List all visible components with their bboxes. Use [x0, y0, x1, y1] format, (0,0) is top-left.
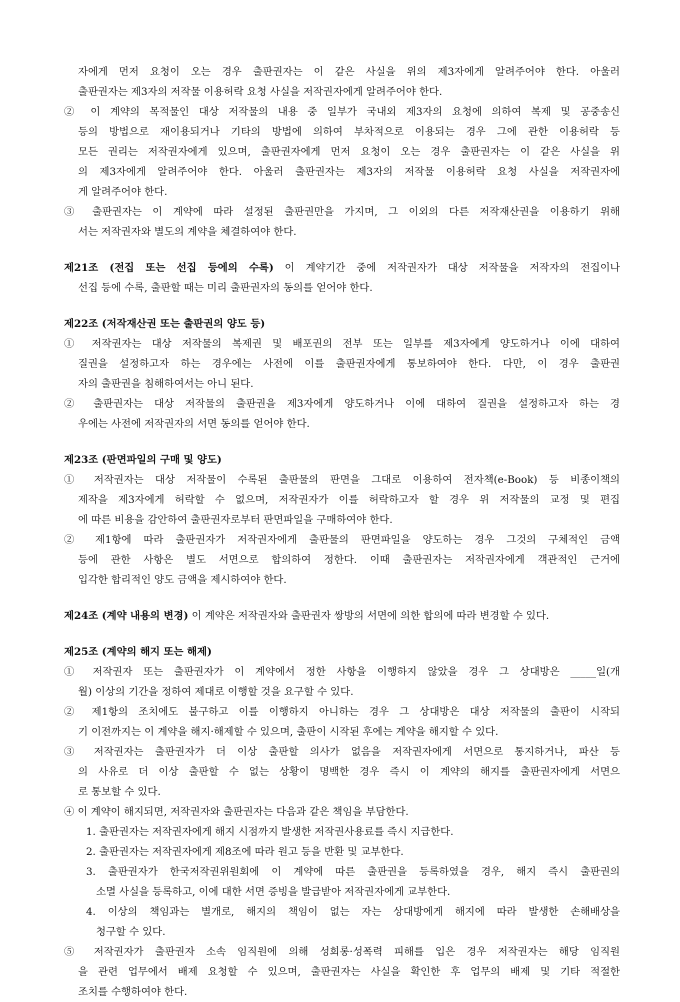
- line-text: 서는 저작권자와 별도의 계약을 체결하여야 한다.: [78, 226, 297, 238]
- line-text: 모든 권리는 저작권자에게 있으며, 출판권자에게 먼저 요청이 오는 경우 출판권자는 이 같은 사실을 위: [78, 146, 620, 158]
- text-line: [64, 334, 620, 354]
- line-text: 3. 출판권자가 한국저작권위원회에 이 계약에 따른 출판권을 등록하였을 경우, 해지 즉시 출판권의: [86, 866, 620, 878]
- article-heading: 제23조 (판면파일의 구매 및 양도): [64, 454, 222, 466]
- line-text: ① 저작권자는 대상 저작물이 수록된 출판물의 판면을 그대로 이용하여 전자책(e-Book) 등 비종이책의: [64, 474, 620, 486]
- text-line: [64, 102, 620, 122]
- section-gap: [64, 626, 620, 642]
- line-text: ③ 출판권자는 이 계약에 따라 설정된 출판권만을 가지며, 그 이외의 다른 저작재산권을 이용하기 위해: [64, 206, 620, 218]
- line-text: 자의 출판권을 침해하여서는 아니 된다.: [78, 378, 254, 390]
- article-heading: 제22조 (저작재산권 또는 출판권의 양도 등): [64, 318, 266, 330]
- line-text: 을 관련 업무에서 배제 요청할 수 있으며, 출판권자는 사실을 확인한 후 업무의 배제 및 기타 적절한: [78, 966, 620, 978]
- text-line: [64, 202, 620, 222]
- line-text: ③ 저작권자는 출판권자가 더 이상 출판할 의사가 없음을 저작권자에게 서면으로 통지하거나, 파산 등: [64, 746, 620, 758]
- line-text: 자에게 먼저 요청이 오는 경우 출판권자는 이 같은 사실을 위의 제3자에게 알려주어야 한다. 아울러: [78, 66, 620, 78]
- line-text: 의 제3자에게 알려주어야 한다. 아울러 출판권자는 제3자의 저작물 이용허락 요청 사실을 저작권자에: [78, 166, 620, 178]
- text-line: [64, 122, 620, 142]
- article-heading-line: [64, 258, 620, 278]
- article-heading: 제24조 (계약 내용의 변경): [64, 610, 189, 622]
- text-line: [64, 550, 620, 570]
- text-line: [64, 470, 620, 490]
- line-text: 게 알려주어야 한다.: [78, 186, 168, 198]
- text-line: [64, 942, 620, 962]
- line-text: 로 통보할 수 있다.: [78, 786, 161, 798]
- line-text: 이 계약기간 중에 저작권자가 대상 저작물을 저작자의 전집이나: [273, 262, 620, 274]
- text-line: [64, 722, 620, 742]
- text-line: [64, 822, 620, 842]
- article-heading-line: [64, 606, 620, 626]
- line-text: ② 제1항의 조치에도 불구하고 이를 이행하지 아니하는 경우 그 상대방은 대상 저작물의 출판이 시작되: [64, 706, 620, 718]
- text-line: [64, 62, 620, 82]
- text-line: [64, 570, 620, 590]
- text-line: [64, 702, 620, 722]
- article-heading: 제21조 (전집 또는 선집 등에의 수록): [64, 262, 274, 274]
- line-text: ① 저작권자는 대상 저작물의 복제권 및 배포권의 전부 또는 일부를 제3자에게 양도하거나 이에 대하여: [64, 338, 620, 350]
- text-line: [64, 142, 620, 162]
- line-text: 선집 등에 수록, 출판할 때는 미리 출판권자의 동의를 얻어야 한다.: [78, 282, 373, 294]
- section-gap: [64, 298, 620, 314]
- line-text: 우에는 사전에 저작권자의 서면 동의를 얻어야 한다.: [78, 418, 310, 430]
- text-line: [64, 782, 620, 802]
- text-line: [64, 962, 620, 982]
- text-line: [64, 682, 620, 702]
- text-line: [64, 414, 620, 434]
- contract-page: [64, 62, 620, 1002]
- line-text: ② 출판권자는 대상 저작물의 출판권을 제3자에게 양도하거나 이에 대하여 질권을 설정하고자 하는 경: [64, 398, 620, 410]
- line-text: 등의 방법으로 재이용되거나 기타의 방법에 의하여 부차적으로 이용되는 경우 그에 관한 이용허락 등: [78, 126, 620, 138]
- line-text: 등에 관한 사항은 별도 서면으로 합의하여 정한다. 이때 출판권자는 저작권자에게 객관적인 근거에: [78, 554, 620, 566]
- line-text: 기 이전까지는 이 계약을 해지·해제할 수 있으며, 출판이 시작된 후에는 계약을 해지할 수 있다.: [78, 726, 499, 738]
- text-line: [64, 354, 620, 374]
- text-line: [64, 394, 620, 414]
- article-heading-line: [64, 450, 620, 470]
- line-text: 출판권자는 제3자의 저작물 이용허락 요청 사실을 저작권자에게 알려주어야 한다.: [78, 86, 443, 98]
- text-line: [64, 902, 620, 922]
- section-gap: [64, 242, 620, 258]
- text-line: [64, 742, 620, 762]
- line-text: ② 제1항에 따라 출판권자가 저작권자에게 출판물의 판면파일을 양도하는 경우 그것의 구체적인 금액: [64, 534, 620, 546]
- text-line: [64, 182, 620, 202]
- text-line: [64, 490, 620, 510]
- text-line: [64, 530, 620, 550]
- line-text: ④ 이 계약이 해지되면, 저작권자와 출판권자는 다음과 같은 책임을 부담한다.: [64, 806, 409, 818]
- line-text: 에 따른 비용을 감안하여 출판권자로부터 판면파일을 구매하여야 한다.: [78, 514, 393, 526]
- text-line: [64, 510, 620, 530]
- text-line: [64, 842, 620, 862]
- article-heading: 제25조 (계약의 해지 또는 해제): [64, 646, 212, 658]
- text-line: [64, 922, 620, 942]
- line-text: 이 계약은 저작권자와 출판권자 쌍방의 서면에 의한 합의에 따라 변경할 수 있다.: [188, 610, 550, 622]
- text-line: [64, 662, 620, 682]
- text-line: [64, 82, 620, 102]
- line-text: 청구할 수 있다.: [96, 926, 166, 938]
- text-line: [64, 162, 620, 182]
- line-text: 조치를 수행하여야 한다.: [78, 986, 188, 998]
- text-line: [64, 762, 620, 782]
- line-text: ⑤ 저작권자가 출판권자 소속 임직원에 의해 성희롱·성폭력 피해를 입은 경우 저작권자는 해당 임직원: [64, 946, 620, 958]
- line-text: 4. 이상의 책임과는 별개로, 해지의 책임이 없는 자는 상대방에게 해지에 따라 발생한 손해배상을: [86, 906, 620, 918]
- text-line: [64, 802, 620, 822]
- line-text: 질권을 설정하고자 하는 경우에는 사전에 이를 출판권자에게 통보하여야 한다. 다만, 이 경우 출판권: [78, 358, 620, 370]
- article-heading-line: [64, 314, 620, 334]
- line-text: 2. 출판권자는 저작권자에게 제8조에 따라 원고 등을 반환 및 교부한다.: [86, 846, 404, 858]
- line-text: 의 사유로 더 이상 출판할 수 없는 상황이 명백한 경우 즉시 이 계약의 해지를 출판권자에게 서면으: [78, 766, 620, 778]
- line-text: ① 저작권자 또는 출판권자가 이 계약에서 정한 사항을 이행하지 않았을 경우 그 상대방은 _____일(개: [64, 666, 620, 678]
- text-line: [64, 222, 620, 242]
- text-line: [64, 882, 620, 902]
- text-line: [64, 982, 620, 1002]
- text-line: [64, 862, 620, 882]
- article-heading-line: [64, 642, 620, 662]
- line-text: 제작을 제3자에게 허락할 수 없으며, 저작권자가 이를 허락하고자 할 경우 위 저작물의 교정 및 편집: [78, 494, 620, 506]
- text-line: [64, 374, 620, 394]
- line-text: 소멸 사실을 등록하고, 이에 대한 서면 증빙을 발급받아 저작권자에게 교부한다.: [96, 886, 451, 898]
- line-text: 입각한 합리적인 양도 금액을 제시하여야 한다.: [78, 574, 287, 586]
- line-text: 월) 이상의 기간을 정하여 제대로 이행할 것을 요구할 수 있다.: [78, 686, 354, 698]
- text-line: [64, 278, 620, 298]
- line-text: ② 이 계약의 목적물인 대상 저작물의 내용 중 일부가 국내외 제3자의 요청에 의하여 복제 및 공중송신: [64, 106, 620, 118]
- section-gap: [64, 434, 620, 450]
- section-gap: [64, 590, 620, 606]
- line-text: 1. 출판권자는 저작권자에게 해지 시점까지 발생한 저작권사용료를 즉시 지급한다.: [86, 826, 454, 838]
